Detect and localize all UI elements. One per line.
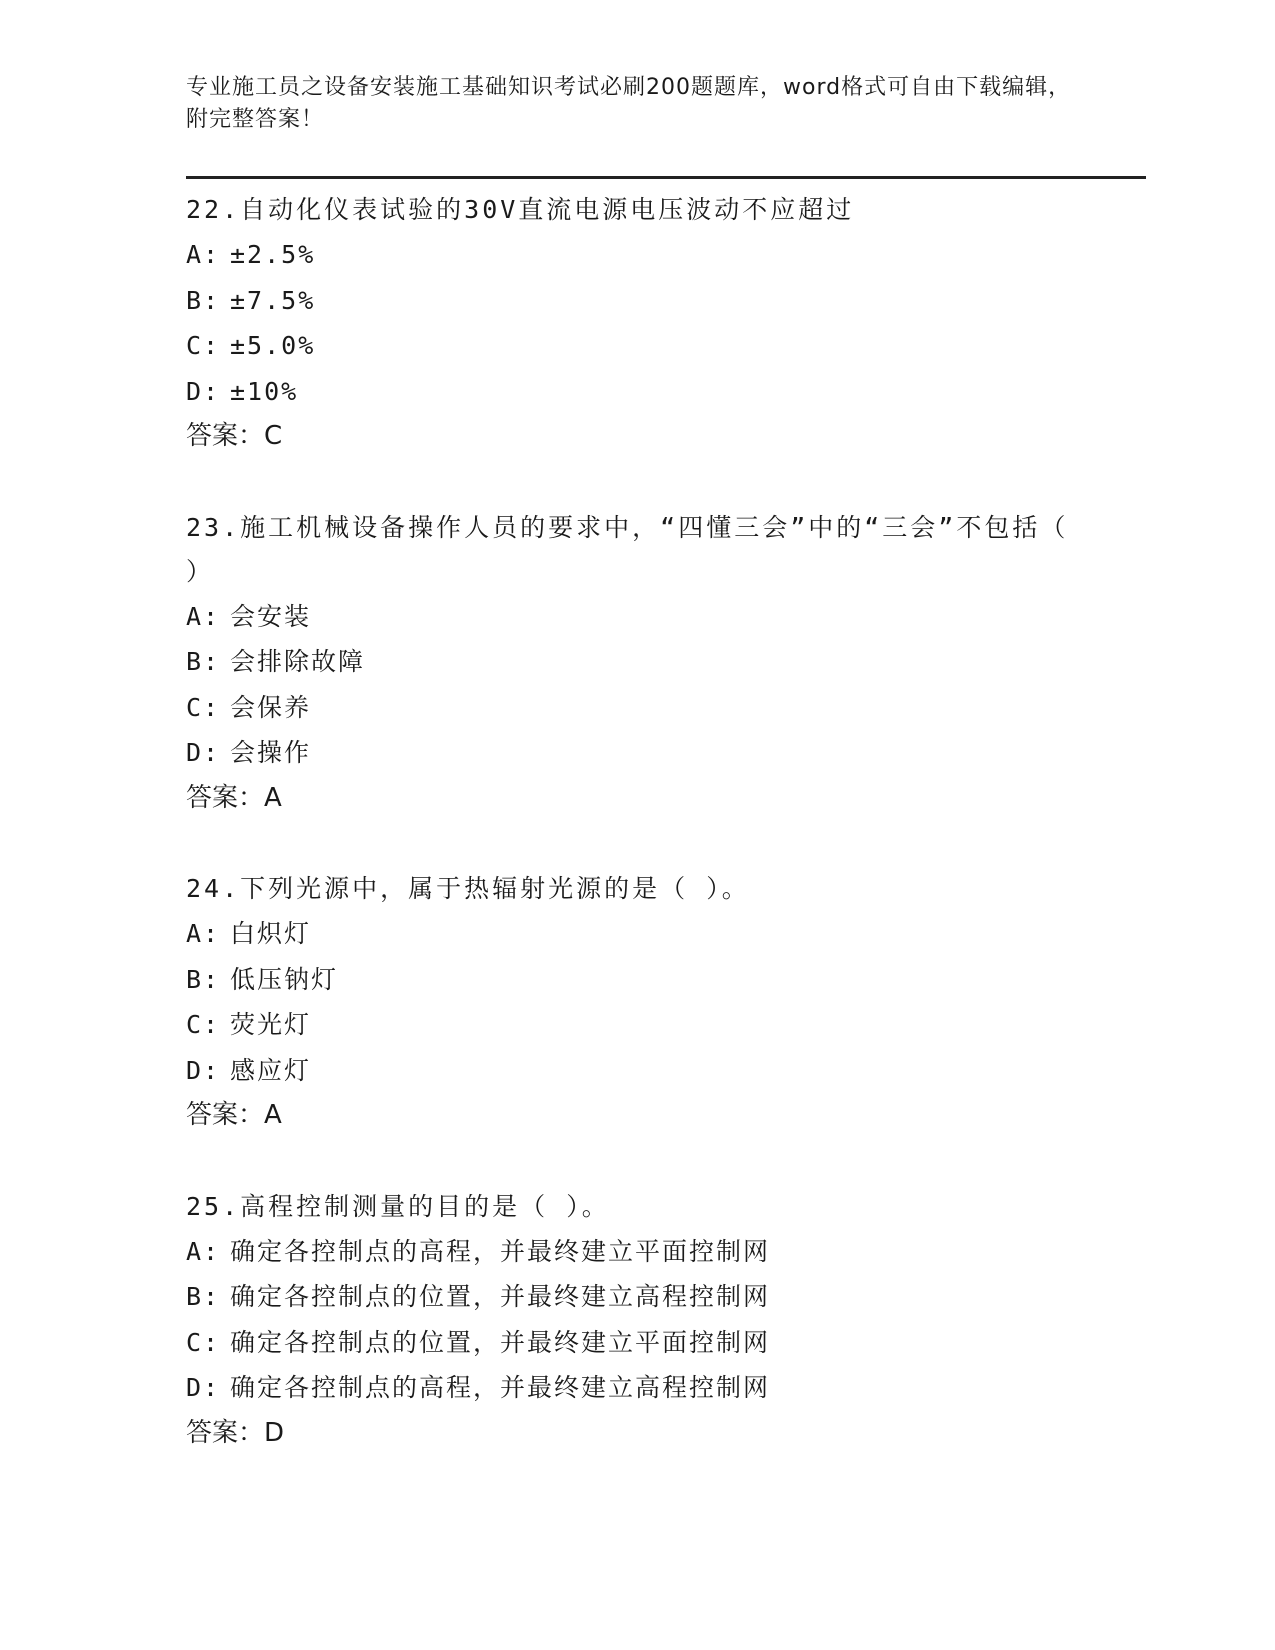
option-text: ±10% bbox=[230, 376, 299, 406]
option-a bbox=[186, 594, 1086, 640]
option-c bbox=[186, 323, 1086, 369]
option-text: 确定各控制点的位置，并最终建立高程控制网 bbox=[230, 1282, 771, 1311]
option-b bbox=[186, 639, 1086, 685]
header-divider bbox=[186, 176, 1146, 179]
question-title: 24.下列光源中，属于热辐射光源的是（ ）。 bbox=[186, 874, 750, 903]
option-text: 荧光灯 bbox=[230, 1010, 312, 1039]
option-key: C: bbox=[186, 1327, 221, 1357]
option-key: A: bbox=[186, 240, 221, 269]
option-a bbox=[186, 232, 1086, 278]
option-text: 会安装 bbox=[230, 601, 312, 631]
option-key: C: bbox=[186, 331, 221, 360]
option-key: D: bbox=[186, 376, 221, 406]
answer-line: 答案：A bbox=[186, 1100, 282, 1130]
option-text: 白炽灯 bbox=[230, 919, 312, 948]
option-d bbox=[186, 1365, 1086, 1411]
answer-line: 答案：A bbox=[186, 782, 282, 813]
option-text: 确定各控制点的高程，并最终建立平面控制网 bbox=[230, 1236, 771, 1266]
option-key: C: bbox=[186, 1010, 221, 1039]
option-key: D: bbox=[186, 1373, 221, 1402]
option-text: ±2.5% bbox=[230, 240, 316, 269]
question-24 bbox=[186, 867, 1086, 1139]
option-b bbox=[186, 957, 1086, 1003]
option-key: A: bbox=[186, 1236, 221, 1266]
option-text: 会排除故障 bbox=[230, 647, 366, 676]
option-text: 低压钠灯 bbox=[230, 964, 339, 994]
option-d bbox=[186, 730, 1086, 776]
question-title: 25.高程控制测量的目的是（ ）。 bbox=[186, 1191, 610, 1221]
answer-line: 答案：C bbox=[186, 421, 283, 451]
option-text: ±5.0% bbox=[230, 331, 316, 360]
option-d bbox=[186, 1048, 1086, 1094]
option-b bbox=[186, 278, 1086, 324]
option-key: D: bbox=[186, 1055, 221, 1085]
option-text: ±7.5% bbox=[230, 285, 316, 315]
document-header: 专业施工员之设备安装施工基础知识考试必刷200题题库，word格式可自由下载编辑，附完整答案！ bbox=[186, 75, 1072, 132]
option-c bbox=[186, 1002, 1086, 1048]
option-d bbox=[186, 369, 1086, 415]
question-25 bbox=[186, 1185, 1086, 1457]
option-c bbox=[186, 1320, 1086, 1366]
option-key: A: bbox=[186, 919, 221, 948]
option-key: C: bbox=[186, 692, 221, 722]
option-b bbox=[186, 1274, 1086, 1320]
option-key: B: bbox=[186, 1282, 221, 1311]
option-a bbox=[186, 1229, 1086, 1275]
question-title: 23.施工机械设备操作人员的要求中，“四懂三会”中的“三会”不包括（ ） bbox=[186, 512, 1069, 586]
option-text: 会操作 bbox=[230, 738, 312, 767]
option-key: B: bbox=[186, 285, 221, 315]
question-22 bbox=[186, 188, 1086, 460]
option-key: B: bbox=[186, 964, 221, 994]
question-title: 22.自动化仪表试验的30V直流电源电压波动不应超过 bbox=[186, 195, 855, 224]
option-text: 感应灯 bbox=[230, 1055, 312, 1085]
option-text: 确定各控制点的位置，并最终建立平面控制网 bbox=[230, 1327, 771, 1357]
option-a bbox=[186, 911, 1086, 957]
option-key: A: bbox=[186, 601, 221, 631]
answer-line: 答案：D bbox=[186, 1417, 285, 1448]
option-key: D: bbox=[186, 738, 221, 767]
option-text: 会保养 bbox=[230, 692, 312, 722]
option-text: 确定各控制点的高程，并最终建立高程控制网 bbox=[230, 1373, 771, 1402]
question-list bbox=[186, 188, 1086, 1502]
question-23 bbox=[186, 506, 1086, 822]
option-key: B: bbox=[186, 647, 221, 676]
option-c bbox=[186, 685, 1086, 731]
